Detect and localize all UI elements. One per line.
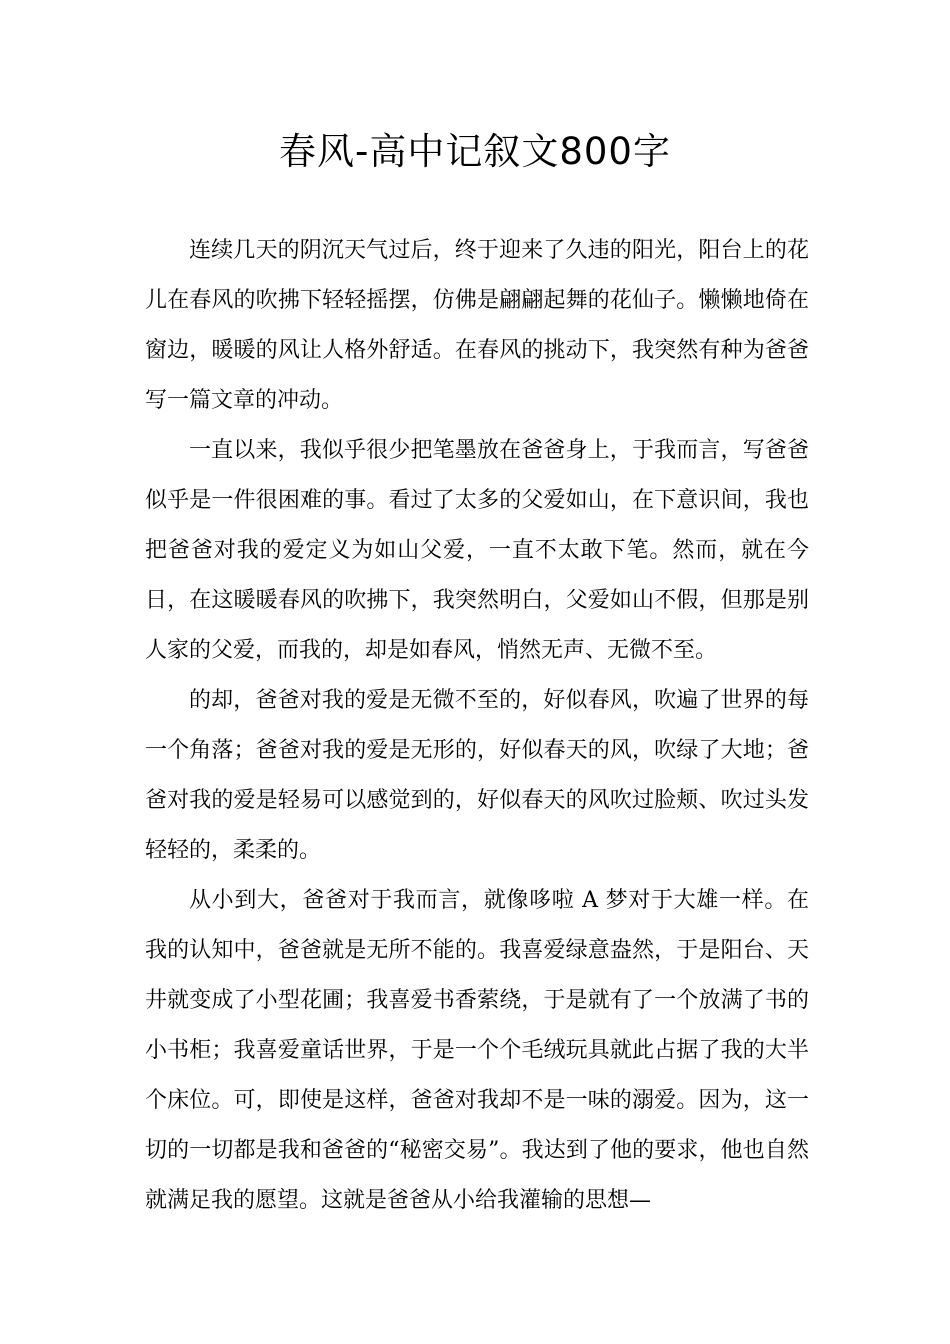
- paragraph: 一直以来，我似乎很少把笔墨放在爸爸身上，于我而言，写爸爸似乎是一件很困难的事。看过了太多的父爱如山，在下意识间，我也把爸爸对我的爱定义为如山父爱，一直不太敢下笔。然而，就在今日，在这暖暖春风的吹拂下，我突然明白，父爱如山不假，但那是别人家的父爱，而我的，却是如春风，悄然无声、无微不至。: [145, 438, 809, 663]
- paragraph: 从小到大，爸爸对于我而言，就像哆啦 A 梦对于大雄一样。在我的认知中，爸爸就是无所不能的。我喜爱绿意盎然，于是阳台、天井就变成了小型花圃；我喜爱书香萦绕，于是就有了一个放满了书的小书柜；我喜爱童话世界，于是一个个毛绒玩具就此占据了我的大半个床位。可，即使是这样，爸爸对我却不是一味的溺爱。因为，这一切的一切都是我和爸爸的“秘密交易”。我达到了他的要求，他也自然就满足我的愿望。这就是爸爸从小给我灌输的思想—: [145, 888, 809, 1213]
- paragraph: 的却，爸爸对我的爱是无微不至的，好似春风，吹遍了世界的每一个角落；爸爸对我的爱是无形的，好似春天的风，吹绿了大地；爸爸对我的爱是轻易可以感觉到的，好似春天的风吹过脸颊、吹过头发轻轻的，柔柔的。: [145, 688, 809, 863]
- paragraph: 连续几天的阴沉天气过后，终于迎来了久违的阳光，阳台上的花儿在春风的吹拂下轻轻摇摆，仿佛是翩翩起舞的花仙子。懒懒地倚在窗边，暖暖的风让人格外舒适。在春风的挑动下，我突然有种为爸爸写一篇文章的冲动。: [145, 238, 809, 413]
- document-title: 春风-高中记叙文800字: [279, 130, 671, 173]
- document-body: [145, 226, 809, 1226]
